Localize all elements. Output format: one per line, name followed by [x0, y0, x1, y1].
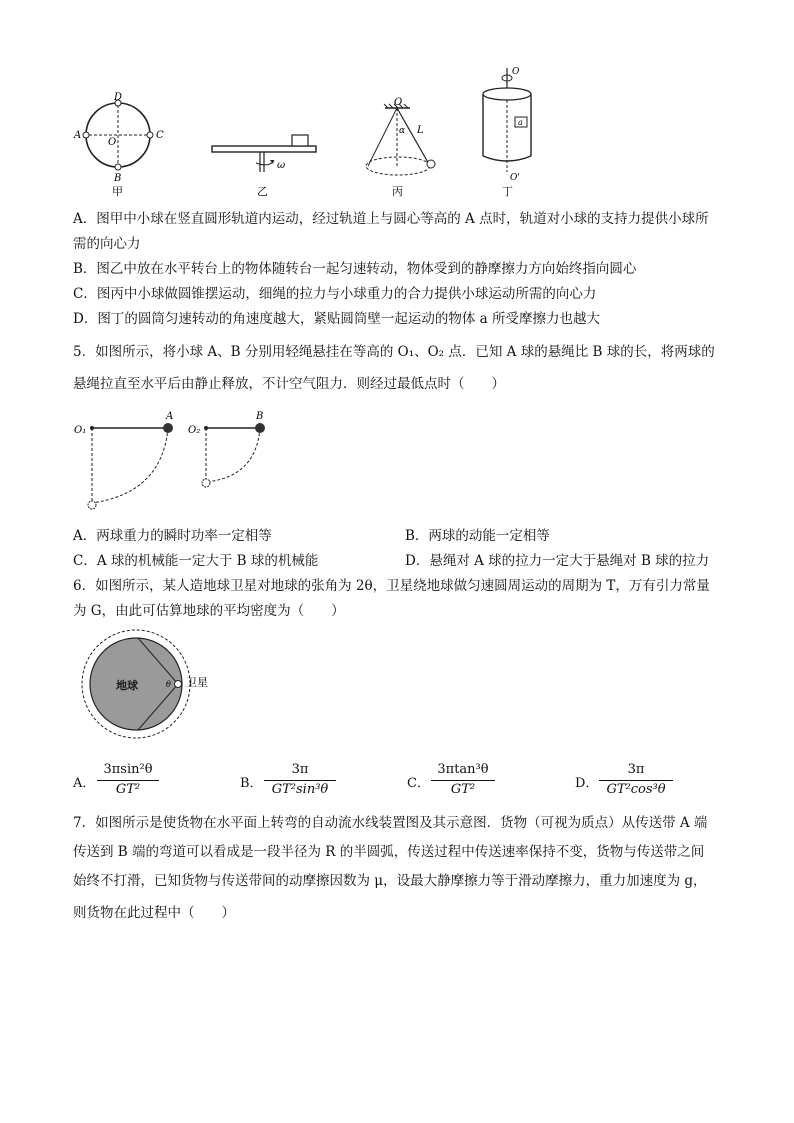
caption-jia: 甲: [112, 185, 123, 198]
q5-option-b: B．两球的动能一定相等: [405, 528, 550, 544]
q4-option-c: C．图丙中小球做圆锥摆运动，细绳的拉力与小球重力的合力提供小球运动所需的向心力: [73, 286, 597, 302]
q6-option-c: [407, 762, 507, 802]
q7-line4: 则货物在此过程中（ ）: [73, 905, 235, 921]
q6-stem-line2: 为 G，由此可估算地球的平均密度为（ ）: [73, 603, 345, 619]
q6-option-c-numerator: 3πtan³θ: [437, 762, 489, 777]
q5-option-c: C．A 球的机械能一定大于 B 球的机械能: [73, 553, 319, 569]
label-Oprime: O': [510, 173, 520, 183]
q6-figure: [70, 628, 240, 743]
label-theta: θ: [166, 680, 171, 689]
q6-option-a: [73, 762, 173, 802]
q6-option-d-numerator: 3π: [627, 762, 645, 777]
q5-stem-line2: 悬绳拉直至水平后由静止释放，不计空气阻力．则经过最低点时（ ）: [73, 376, 505, 392]
label-O: O: [108, 137, 117, 148]
q5-stem-line1: 5．如图所示，将小球 A、B 分别用轻绳悬挂在等高的 O₁、O₂ 点．已知 A 球的悬绳比 B 球的长，将两球的: [73, 344, 715, 360]
label-alpha: α: [399, 126, 406, 136]
q6-option-b-denominator: GT²sin³θ: [271, 782, 329, 797]
caption-yi: 乙: [257, 185, 268, 198]
q6-option-b-numerator: 3π: [291, 762, 309, 777]
q6-option-a-denominator: GT²: [115, 782, 141, 797]
label-L: L: [417, 125, 424, 136]
figure-yi: [212, 135, 316, 198]
label-O1: O₁: [74, 425, 87, 436]
label-D: D: [114, 92, 123, 103]
fraction-bar: [264, 780, 336, 781]
q6-option-d: [575, 762, 685, 802]
figure-bing: [366, 97, 435, 198]
label-B: B: [114, 173, 122, 184]
label-satellite: 卫星: [186, 676, 208, 689]
figure-row-top: [60, 60, 560, 200]
q6-option-b: [240, 762, 350, 802]
label-C: C: [156, 130, 164, 141]
figure-ding: [483, 67, 531, 198]
fraction-bar: [431, 780, 495, 781]
label-earth: 地球: [116, 679, 138, 692]
q6-option-a-numerator: 3πsin²θ: [103, 762, 153, 777]
q6-option-a-label: A．: [73, 776, 96, 791]
label-a-ding: a: [518, 118, 523, 127]
label-O2: O₂: [188, 425, 201, 436]
q6-option-d-denominator: GT²cos³θ: [606, 782, 666, 797]
caption-ding: 丁: [502, 185, 513, 198]
label-B: B: [256, 411, 264, 422]
figure-jia: [73, 92, 164, 198]
label-O-ding: O: [512, 67, 520, 77]
label-omega: ω: [277, 160, 286, 171]
q5-option-a: A．两球重力的瞬时功率一定相等: [73, 528, 272, 544]
fraction-bar: [599, 780, 673, 781]
q6-stem-line1: 6．如图所示，某人造地球卫星对地球的张角为 2θ，卫星绕地球做匀速圆周运动的周期为 T，万有引力常量: [73, 578, 710, 594]
label-A: A: [74, 130, 82, 141]
q4-option-a-line1: A．图甲中小球在竖直圆形轨道内运动，经过轨道上与圆心等高的 A 点时，轨道对小球的支持力提供小球所: [73, 211, 709, 227]
label-A: A: [166, 411, 174, 422]
q5-figure: [70, 405, 290, 520]
q4-option-b: B．图乙中放在水平转台上的物体随转台一起匀速转动，物体受到的静摩擦力方向始终指向圆心: [73, 261, 637, 277]
fraction-bar: [97, 780, 159, 781]
label-O-bing: O: [394, 97, 403, 108]
q6-option-d-label: D．: [575, 776, 599, 791]
q7-line1: 7．如图所示是使货物在水平面上转弯的自动流水线装置图及其示意图．货物（可视为质点）从传送带 A 端: [73, 815, 708, 831]
caption-bing: 丙: [392, 185, 403, 198]
q4-option-a-line2: 需的向心力: [73, 236, 141, 252]
q6-option-c-label: C．: [407, 776, 430, 791]
q4-option-d: D．图丁的圆筒匀速转动的角速度越大，紧贴圆筒壁一起运动的物体 a 所受摩擦力也越大: [73, 311, 600, 327]
q7-line2: 传送到 B 端的弯道可以看成是一段半径为 R 的半圆弧，传送过程中传送速率保持不变，货物与传送带之间: [73, 844, 705, 860]
q5-option-d: D．悬绳对 A 球的拉力一定大于悬绳对 B 球的拉力: [405, 553, 710, 569]
q6-option-b-label: B．: [240, 776, 263, 791]
q7-line3: 始终不打滑，已知货物与传送带间的动摩擦因数为 μ，设最大静摩擦力等于滑动摩擦力，重力加速度为 g，: [73, 873, 707, 889]
q6-option-c-denominator: GT²: [450, 782, 476, 797]
